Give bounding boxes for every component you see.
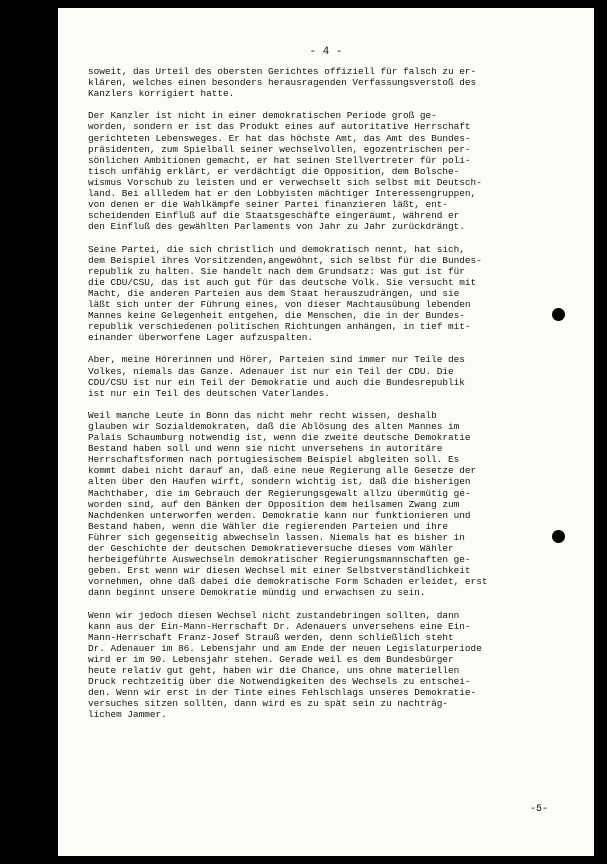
text-line: gerichteten Lebensweges. Er hat das höchste Amt, das Amt des Bundes- (88, 132, 471, 144)
text-line: sönlichen Ambitionen gemacht, er hat seinen Stellvertreter für poli- (88, 154, 471, 166)
text-line: kann aus der Ein-Mann-Herrschaft Dr. Adenauers unversehens eine Ein- (88, 620, 471, 632)
punch-hole-bottom (552, 530, 565, 543)
paragraph (88, 354, 588, 398)
text-line: land. Bei allledem hat er den Lobbyisten mächtiger Interessengruppen, (88, 188, 477, 200)
text-line: soweit, das Urteil des obersten Gerichtes offiziell für falsch zu er- (88, 66, 477, 77)
text-line: Palais Schaumburg notwendig ist, wenn die zweite deutsche Demokratie (88, 432, 471, 444)
text-line: heute relativ gut geht, haben wir die Chance, uns ohne materiellen (88, 665, 460, 677)
document-body (88, 66, 588, 732)
text-line: Mann-Herrschaft Franz-Josef Strauß werden, denn schließlich steht (88, 631, 454, 643)
text-line: dann beginnt unsere Demokratie mündig und erwachsen zu sein. (88, 587, 426, 599)
text-line: von denen er die Wahlkämpfe seiner Partei finanzieren läßt, ent- (88, 199, 449, 211)
text-line: Volkes, niemals das Ganze. Adenauer ist nur ein Teil der CDU. Die (88, 365, 454, 377)
text-line: die CDU/CSU, das ist auch gut für das deutsche Volk. Sie versucht mit (88, 276, 477, 288)
text-line: Aber, meine Hörerinnen und Hörer, Parteien sind immer nur Teile des (88, 354, 465, 366)
text-line: den Einfluß des gewählten Parlaments von Jahr zu Jahr zurückdrängt. (88, 221, 465, 233)
text-line: wismus Vorschub zu leisten und er verwechselt sich selbst mit Deutsch- (88, 176, 482, 188)
text-line: der Geschichte der deutschen Demokratieversuche dieses vom Wähler (88, 543, 454, 555)
text-line: klären, welches einen besonders herausragenden Verfassungsverstoß des (88, 77, 477, 89)
continuation-marker: -5- (530, 804, 549, 815)
text-line: republik verschiedenen politischen Richtungen anhängen, in tief mit- (88, 321, 471, 333)
text-line: Mannes keine Gelegenheit entgehen, die Menschen, die in der Bundes- (88, 310, 465, 322)
text-line: Der Kanzler ist nicht in einer demokratischen Periode groß ge- (88, 110, 437, 122)
text-line: alten über den Haufen wirft, sondern wichtig ist, daß die bisherigen (88, 476, 471, 488)
paragraph (88, 410, 588, 599)
text-line: CDU/CSU ist nur ein Teil der Demokratie und auch die Bundesrepublik (88, 376, 465, 388)
text-line: den. Wenn wir erst in der Tinte eines Fehlschlags unseres Demokratie- (88, 687, 477, 699)
text-line: geben. Erst wenn wir diesen Wechsel mit einer Selbstverständlichkeit (88, 565, 471, 577)
text-line: läßt sich unter der Führung eines, von dieser Machtausübung lebenden (88, 298, 471, 310)
text-line: präsidenten, zum Spielball seiner wechselvollen, egozentrischen per- (88, 143, 471, 155)
text-line: Macht, die anderen Parteien aus dem Staat herauszudrängen, und sie (88, 287, 460, 299)
text-line: Führer sich gegenseitig abwechseln lassen. Niemals hat es bisher in (88, 531, 465, 543)
document-page (58, 8, 594, 856)
text-line: Weil manche Leute in Bonn das nicht mehr recht wissen, deshalb (88, 409, 437, 421)
text-line: republik zu halten. Sie handelt nach dem Grundsatz: Was gut ist für (88, 265, 465, 277)
text-line: vornehmen, ohne daß dabei die demokratische Form Schaden erleidet, erst (88, 576, 488, 588)
text-line: Wenn wir jedoch diesen Wechsel nicht zustandebringen sollten, dann (88, 609, 460, 621)
text-line: tisch unfähig erklärt, er verdächtigt die Opposition, dem Bolsche- (88, 165, 460, 177)
text-line: kommt dabei nicht darauf an, daß eine neue Regierung alle Gesetze der (88, 465, 477, 477)
punch-hole-top (552, 308, 565, 321)
text-line: Herrschaftsformen nach portugiesischem Beispiel abgleiten soll. Es (88, 454, 460, 466)
paragraph (88, 66, 588, 99)
text-line: herbeigeführte Auswechseln demokratischer Regierungsmannschaften ge- (88, 554, 471, 566)
paragraph (88, 110, 588, 232)
text-line: Dr. Adenauer im 86. Lebensjahr und am Ende der neuen Legislaturperiode (88, 642, 482, 654)
text-line: lichem Jammer. (88, 709, 167, 721)
text-line: Seine Partei, die sich christlich und demokratisch nennt, hat sich, (88, 243, 465, 255)
text-line: Machthaber, die im Gebrauch der Regierungsgewalt allzu übermütig ge- (88, 487, 471, 499)
text-line: Bestand haben, wenn die Wähler die regierenden Parteien und ihre (88, 520, 449, 532)
text-line: Nachdenken unterworfen werden. Demokratie kann nur funktionieren und (88, 509, 471, 521)
paragraph (88, 610, 588, 721)
text-line: dem Beispiel ihres Vorsitzenden,angewöhnt, sich selbst für die Bundes- (88, 254, 482, 266)
text-line: Druck rechtzeitig über die Notwendigkeiten des Wechsels zu entschei- (88, 676, 471, 688)
text-line: wird er im 90. Lebensjahr stehen. Gerade weil es dem Bundesbürger (88, 653, 454, 665)
text-line: einander überworfene Lager aufzuspalten. (88, 332, 314, 344)
page-number: - 4 - (309, 46, 343, 58)
paragraph (88, 244, 588, 344)
text-line: scheidenden Einfluß auf die Staatsgeschäfte eingeräumt, während er (88, 210, 460, 222)
text-line: glauben wir Sozialdemokraten, daß die Ablösung des alten Mannes im (88, 421, 460, 432)
text-line: Kanzlers korrigiert hatte. (88, 88, 235, 100)
text-line: ist nur ein Teil des deutschen Vaterlandes. (88, 387, 330, 399)
text-line: versuches sitzen sollten, dann wird es zu spät sein zu nachträg- (88, 698, 449, 710)
text-line: worden, sondern er ist das Produkt eines auf autoritative Herrschaft (88, 121, 471, 133)
text-line: Bestand haben soll und wenn sie nicht unversehens in autoritäre (88, 443, 443, 455)
text-line: worden sind, auf den Bänken der Opposition dem heilsamen Zwang zum (88, 498, 460, 510)
